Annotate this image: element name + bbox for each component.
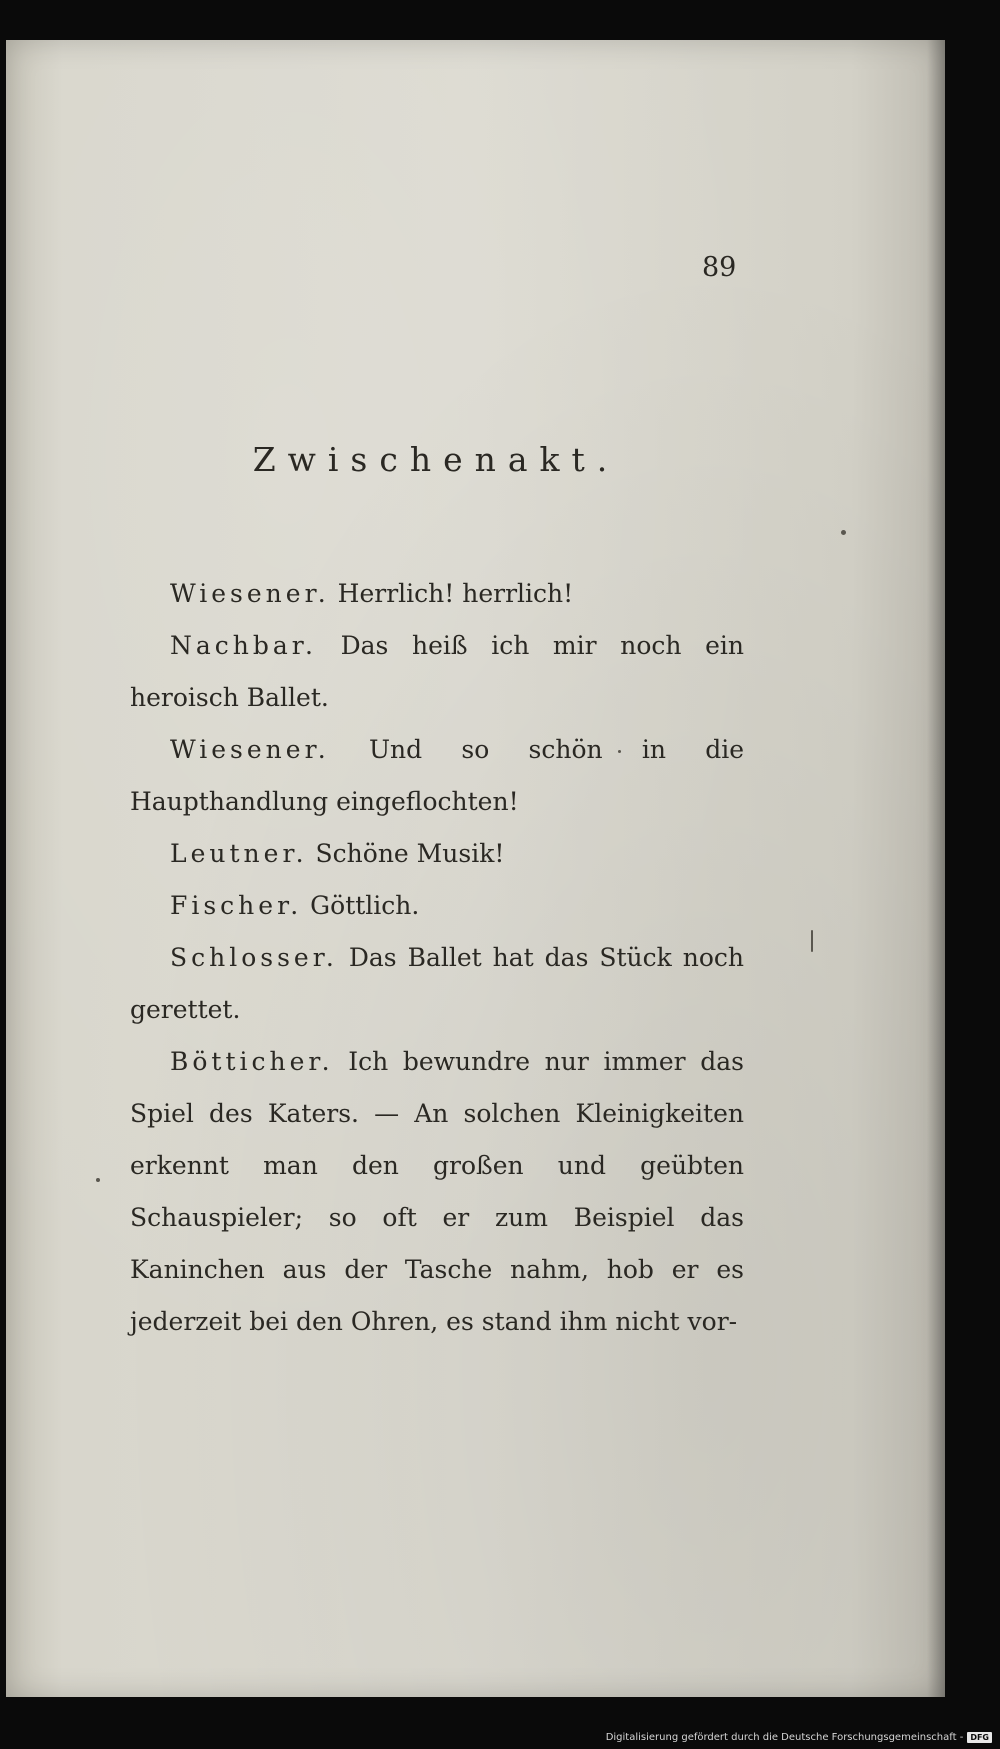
dialogue-text: Das heiß ich mir noch ein heroisch Ballet. <box>130 631 744 712</box>
page-number: 89 <box>702 252 737 283</box>
paper-speck <box>96 1178 100 1182</box>
dialogue-text: Das Ballet hat das Stück noch gerettet. <box>130 943 744 1024</box>
dialogue-line <box>130 828 744 880</box>
dialogue-line <box>130 568 744 620</box>
dialogue-text: Und so schön in die Haupthandlung eingeflochten! <box>130 735 744 816</box>
dialogue-line <box>130 1036 744 1348</box>
speaker-name: Wiesener. <box>170 735 330 764</box>
speaker-name: Bötticher. <box>170 1047 334 1076</box>
credit-text: Digitalisierung gefördert durch die Deutsche Forschungsgemeinschaft - <box>605 1732 964 1743</box>
dfg-logo-icon: DFG <box>967 1732 992 1743</box>
speaker-name: Wiesener. <box>170 579 330 608</box>
speaker-name: Leutner. <box>170 839 308 868</box>
body-text <box>130 568 744 1348</box>
dialogue-line <box>130 932 744 1036</box>
dialogue-line <box>130 724 744 828</box>
dialogue-text: Ich bewundre nur immer das Spiel des Katers. — An solchen Kleinigkeiten erkennt man den großen und geübten Schauspieler; so oft er zum Beispiel das Kaninchen aus der Tasche nahm, hob er es jederzeit bei den Ohren, es stand ihm nicht vor- <box>130 1047 744 1336</box>
section-heading: Zwischenakt. <box>252 440 620 479</box>
digitization-credit <box>606 1732 992 1743</box>
speaker-name: Fischer. <box>170 891 303 920</box>
dialogue-text: Schöne Musik! <box>307 839 505 868</box>
page-edge-shadow <box>927 40 945 1697</box>
book-page <box>6 40 945 1697</box>
speaker-name: Schlosser. <box>170 943 338 972</box>
dialogue-line <box>130 880 744 932</box>
dialogue-line <box>130 620 744 724</box>
paper-speck <box>841 530 846 535</box>
speaker-name: Nachbar. <box>170 631 317 660</box>
dialogue-text: Herrlich! herrlich! <box>329 579 574 608</box>
dialogue-text: Göttlich. <box>302 891 420 920</box>
paper-speck <box>811 930 813 952</box>
